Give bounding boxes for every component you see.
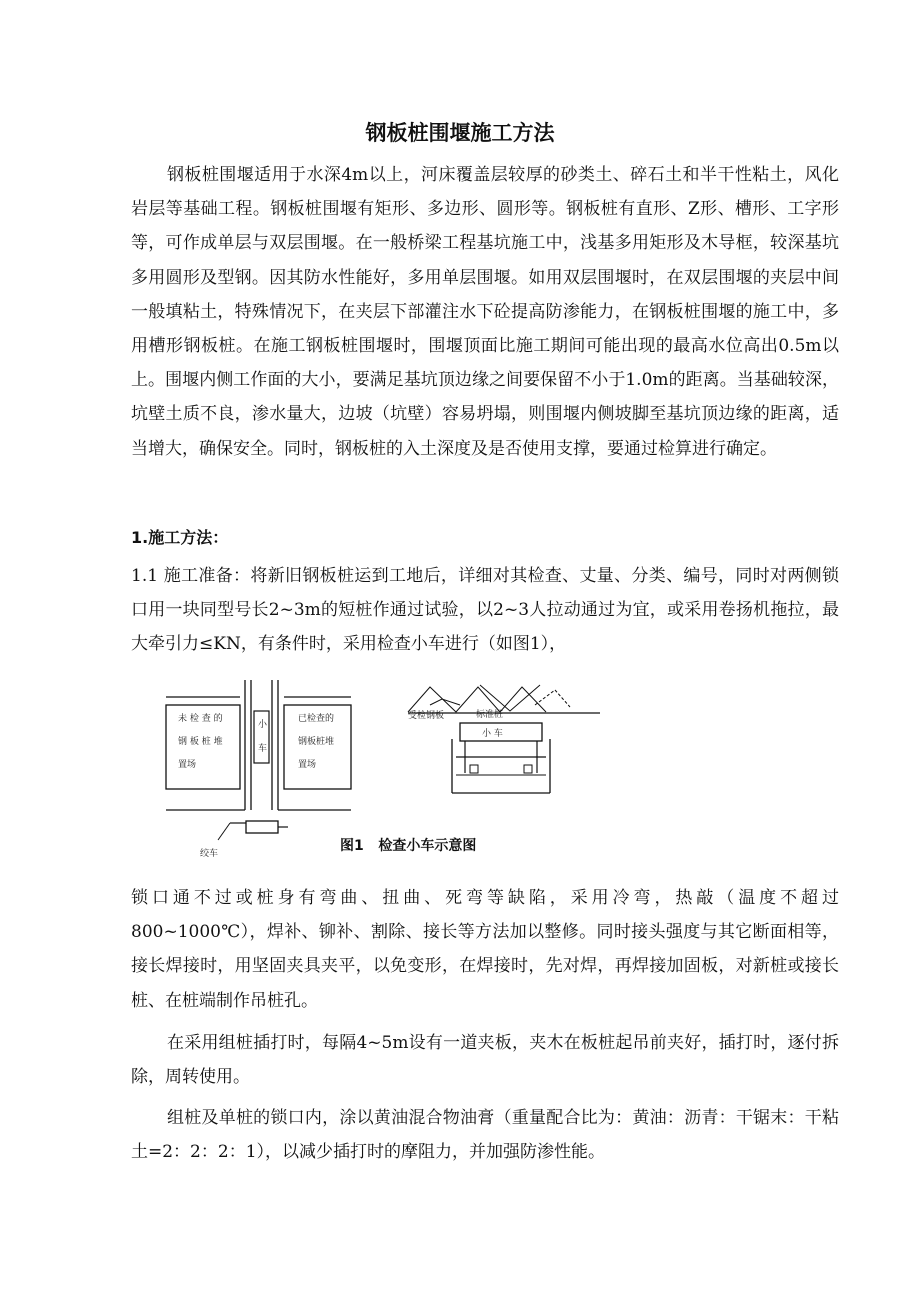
inspection-cart-diagram <box>160 675 600 860</box>
unchecked-label-2: 钢 板 桩 堆 <box>178 737 223 747</box>
preparation-paragraph: 1.1 施工准备：将新旧钢板桩运到工地后，详细对其检查、丈量、分类、编号，同时对两侧锁口用一块同型号长2~3m的短桩作通过试验，以2~3人拉动通过为宜，或采用卷扬机拖拉，最大牵引力≤KN，有条件时，采用检查小车进行（如图1）， <box>131 566 839 655</box>
cart-char-1: 小 <box>258 720 268 730</box>
pile-profile <box>408 687 546 712</box>
checked-label-1: 已检查的 <box>298 714 335 724</box>
winch-label: 绞车 <box>200 849 219 859</box>
unchecked-label-3: 置场 <box>178 760 197 770</box>
document-title: 钢板桩围堰施工方法 <box>365 121 555 145</box>
checked-label-3: 置场 <box>298 760 317 770</box>
intro-paragraph: 钢板桩围堰适用于水深4m以上，河床覆盖层较厚的砂类土、碎石土和半干性粘土，风化岩层等基础工程。钢板桩围堰有矩形、多边形、圆形等。钢板桩有直形、Z形、槽形、工字形等，可作成单层与双层围堰。在一般桥梁工程基坑施工中，浅基多用矩形及木导框，较深基坑多用圆形及型钢。因其防水性能好，多用单层围堰。如用双层围堰时，在双层围堰的夹层中间一般填粘土，特殊情况下，在夹层下部灌注水下砼提高防渗能力，在钢板桩围堰的施工中，多用槽形钢板桩。在施工钢板桩围堰时，围堰顶面比施工期间可能出现的最高水位高出0.5m以上。围堰内侧工作面的大小，要满足基坑顶边缘之间要保留不小于1.0m的距离。当基础较深，坑壁土质不良，渗水量大，边坡（坑壁）容易坍塌，则围堰内侧坡脚至基坑顶边缘的距离，适当增大，确保安全。同时，钢板桩的入土深度及是否使用支撑，要通过检算进行确定。 <box>131 165 839 459</box>
standard-pile-label: 标准桩 <box>476 710 504 720</box>
cart-char-2: 车 <box>258 744 268 754</box>
figure-caption: 图1 检查小车示意图 <box>340 838 477 854</box>
section-heading: 1.施工方法： <box>131 528 229 547</box>
pile-to-check-label: 受检钢板 <box>408 711 445 721</box>
splint-paragraph: 在采用组桩插打时，每隔4~5m设有一道夹板，夹木在板桩起吊前夹好，插打时，逐付拆除，周转使用。 <box>131 1033 839 1088</box>
cart-label: 小 车 <box>482 729 503 739</box>
defect-repair-paragraph: 锁口通不过或桩身有弯曲、扭曲、死弯等缺陷，采用冷弯，热敲（温度不超过800~1000℃），焊补、铆补、割除、接长等方法加以整修。同时接头强度与其它断面相等，接长焊接时，用坚固夹具夹平，以免变形，在焊接时，先对焊，再焊接加固板，对新桩或接长桩、在桩端制作吊桩孔。 <box>131 888 839 1011</box>
figure-1 <box>160 675 600 860</box>
checked-label-2: 钢板桩堆 <box>298 737 335 747</box>
unchecked-label-1: 未 检 查 的 <box>178 714 223 724</box>
grease-paragraph: 组桩及单桩的锁口内，涂以黄油混合物油膏（重量配合比为：黄油：沥青：干锯末：干粘土=2：2：2：1），以减少插打时的摩阻力，并加强防渗性能。 <box>131 1108 839 1163</box>
cart-on-track <box>254 711 269 763</box>
winch <box>246 821 278 833</box>
